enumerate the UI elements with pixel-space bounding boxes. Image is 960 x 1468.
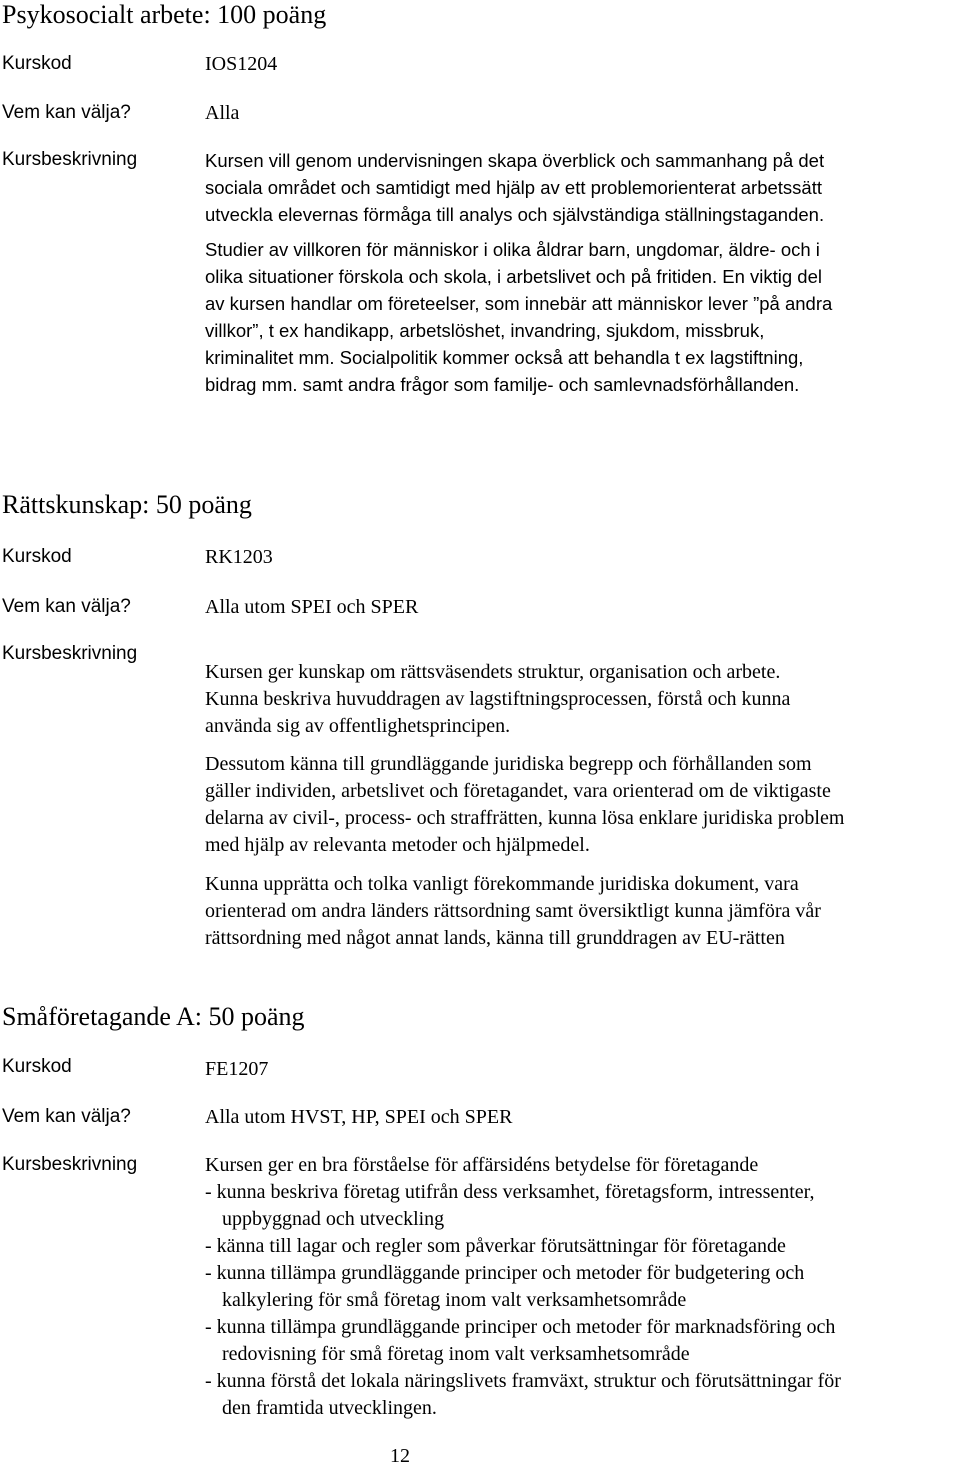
- section-title-smaforetagande: Småföretagande A: 50 poäng: [2, 1002, 305, 1031]
- description-line: Studier av villkoren för människor i olika åldrar barn, ungdomar, äldre- och i: [205, 239, 820, 260]
- course-code-label: Kurskod: [2, 546, 72, 567]
- description-line: olika situationer förskola och skola, i arbetslivet och på fritiden. En viktig del: [205, 266, 822, 287]
- description-line: av kursen handlar om företeelser, som innebär att människor lever ”på andra: [205, 293, 833, 314]
- description-line: gäller individen, arbetslivet och företagandet, vara orienterad om de viktigaste: [205, 780, 831, 802]
- course-code-value: FE1207: [205, 1058, 269, 1080]
- description-line: Kursen ger kunskap om rättsväsendets struktur, organisation och arbete.: [205, 661, 781, 683]
- course-code-label: Kurskod: [2, 53, 72, 74]
- section-title-rattskunskap: Rättskunskap: 50 poäng: [2, 490, 252, 519]
- course-description-paragraph: [205, 751, 960, 859]
- who-can-choose-value: Alla utom HVST, HP, SPEI och SPER: [205, 1106, 513, 1128]
- list-item: - kunna beskriva företag utifrån dess verksamhet, företagsform, intressenter,: [205, 1181, 815, 1203]
- course-code-label: Kurskod: [2, 1056, 72, 1077]
- list-item: - känna till lagar och regler som påverkar förutsättningar för företagande: [205, 1235, 786, 1257]
- description-line: med hjälp av relevanta metoder och hjälpmedel.: [205, 834, 590, 856]
- list-item: - kunna tillämpa grundläggande principer och metoder för budgetering och: [205, 1262, 805, 1284]
- course-description-label: Kursbeskrivning: [2, 1154, 138, 1175]
- course-description-label: Kursbeskrivning: [2, 643, 138, 664]
- list-item-continuation: den framtida utvecklingen.: [222, 1397, 437, 1419]
- description-line: rättsordning med något annat lands, känna till grunddragen av EU-rätten: [205, 927, 785, 949]
- who-can-choose-label: Vem kan välja?: [2, 596, 131, 617]
- course-description-list: [205, 1152, 960, 1422]
- who-can-choose-value: Alla: [205, 102, 240, 124]
- course-description-label: Kursbeskrivning: [2, 149, 138, 170]
- list-item-continuation: kalkylering för små företag inom valt verksamhetsområde: [222, 1289, 687, 1311]
- description-line: Kursen vill genom undervisningen skapa överblick och sammanhang på det: [205, 150, 825, 171]
- who-can-choose-label: Vem kan välja?: [2, 102, 131, 123]
- course-description-paragraph: [205, 236, 960, 398]
- description-line: använda sig av offentlighetsprincipen.: [205, 715, 511, 737]
- course-code-value: IOS1204: [205, 53, 278, 75]
- description-line: Dessutom känna till grundläggande juridiska begrepp och förhållanden som: [205, 753, 812, 775]
- course-code-value: RK1203: [205, 546, 273, 568]
- list-item: - kunna förstå det lokala näringslivets framväxt, struktur och förutsättningar för: [205, 1370, 841, 1392]
- description-line: orienterad om andra länders rättsordning samt översiktligt kunna jämföra vår: [205, 900, 821, 922]
- who-can-choose-label: Vem kan välja?: [2, 1106, 131, 1127]
- course-description-paragraph: [205, 147, 960, 228]
- description-line: Kunna beskriva huvuddragen av lagstiftningsprocessen, förstå och kunna: [205, 688, 791, 710]
- description-line: utveckla elevernas förmåga till analys och självständiga ställningstaganden.: [205, 204, 825, 225]
- course-description-paragraph: [205, 871, 960, 952]
- list-item: - kunna tillämpa grundläggande principer och metoder för marknadsföring och: [205, 1316, 836, 1338]
- description-line: delarna av civil-, process- och straffrätten, kunna lösa enklare juridiska problem: [205, 807, 845, 829]
- course-description-paragraph: [205, 659, 960, 740]
- description-line: sociala området och samtidigt med hjälp av ett problemorienterat arbetssätt: [205, 177, 822, 198]
- description-line: villkor”, t ex handikapp, arbetslöshet, invandring, sjukdom, missbruk,: [205, 320, 765, 341]
- page-number: 12: [390, 1445, 410, 1467]
- list-item-continuation: redovisning för små företag inom valt verksamhetsområde: [222, 1343, 690, 1365]
- who-can-choose-value: Alla utom SPEI och SPER: [205, 596, 419, 618]
- section-title-psykosocialt: Psykosocialt arbete: 100 poäng: [2, 0, 327, 29]
- description-line: Kunna upprätta och tolka vanligt förekommande juridiska dokument, vara: [205, 873, 799, 895]
- list-item-continuation: uppbyggnad och utveckling: [222, 1208, 445, 1230]
- description-line: Kursen ger en bra förståelse för affärsidéns betydelse för företagande: [205, 1154, 759, 1176]
- description-line: kriminalitet mm. Socialpolitik kommer också att behandla t ex lagstiftning,: [205, 347, 804, 368]
- description-line: bidrag mm. samt andra frågor som familje- och samlevnadsförhållanden.: [205, 374, 800, 395]
